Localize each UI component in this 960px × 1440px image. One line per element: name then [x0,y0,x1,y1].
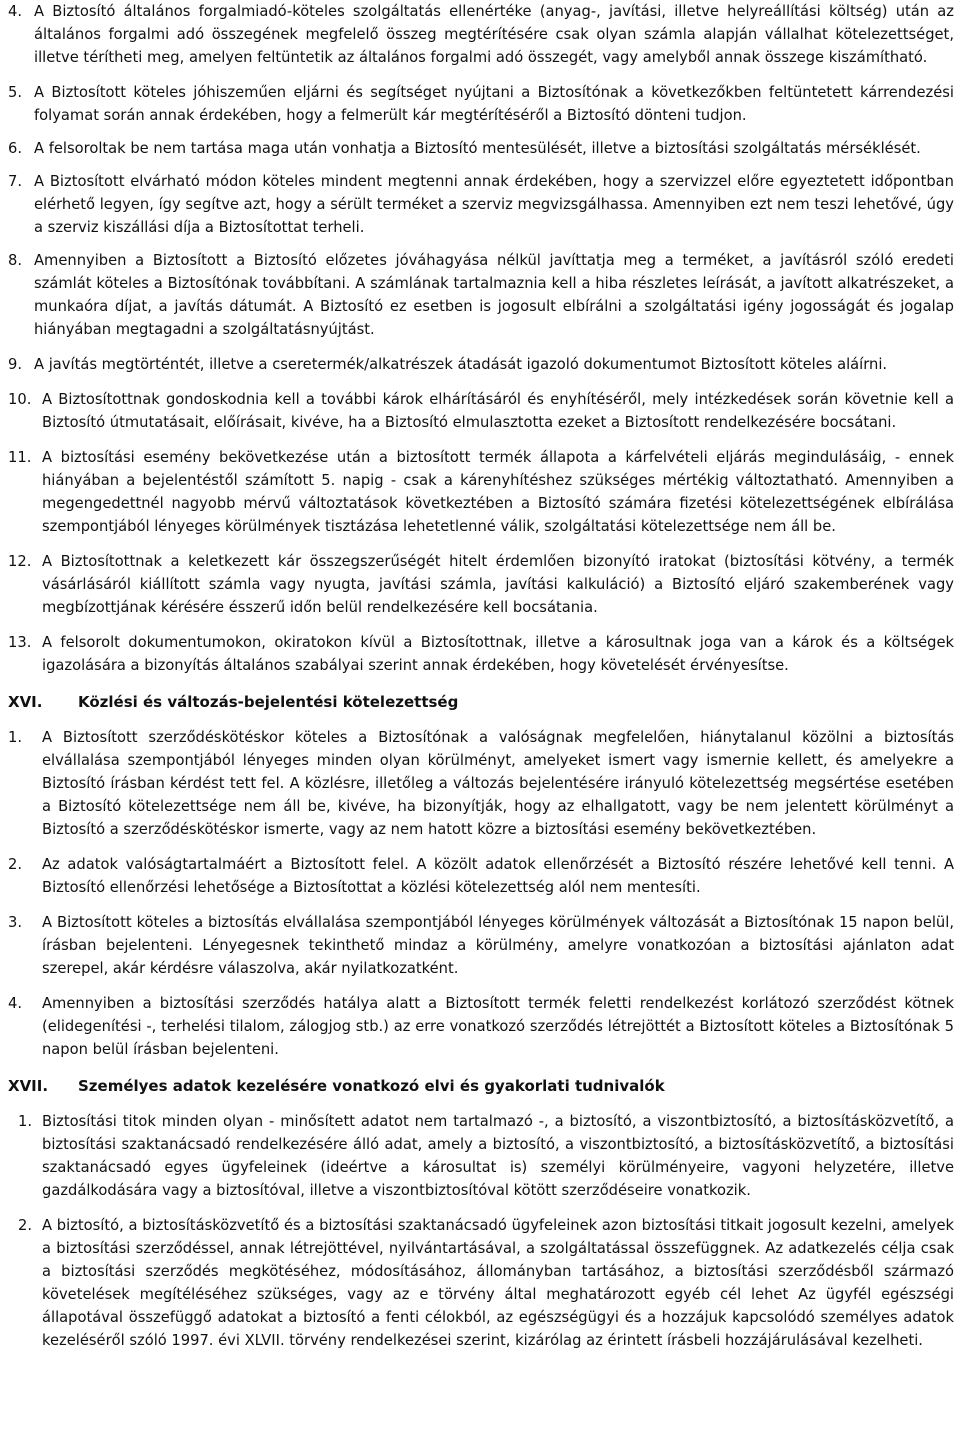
item-text: A Biztosított köteles a biztosítás elvállalása szempontjából lényeges körülmények változását a Biztosítónak 15 napon belül, írásban bejelenteni. Lényegesnek tekinthető mindaz a körülmény, amelyre vonatkozóan a biztosítási ajánlaton adat szerepel, akár kérdésre válaszolva, akár nyilatkozatként. [42,914,954,977]
item-text: A javítás megtörténtét, illetve a cseretermék/alkatrészek átadását igazoló dokumentumot Biztosított köteles aláírni. [34,356,888,373]
item-number: 1. [8,729,23,746]
list-item [8,388,954,434]
item-text: Biztosítási titok minden olyan - minősített adatot nem tartalmazó -, a biztosító, a viszontbiztosító, a biztosításközvetítő, a biztosítási szaktanácsadó rendelkezésére álló adat, amely a biztosító, a viszontbiztosító, a biztosításközvetítő, a biztosítási szaktanácsadó egyes ügyfeleinek (ideértve a károsultat is) személyi körülményeire, vagyoni helyzetére, illetve gazdálkodására vagy a biztosítóval, illetve a viszontbiztosítóval kötött szerződéseire vonatkozik. [42,1113,954,1199]
item-text: A felsoroltak be nem tartása maga után vonhatja a Biztosító mentesülését, illetve a biztosítási szolgáltatás mérséklését. [34,140,921,157]
section-heading [8,691,954,714]
list-item [8,81,954,127]
item-number: 10. [8,391,32,408]
item-text: A Biztosítottnak a keletkezett kár összegszerűségét hitelt érdemlően bizonyító iratokat (biztosítási kötvény, a termék vásárlásáról kiállított számla vagy nyugta, javítási számla, javítási kalkuláció) a Biztosító eljáró szakemberének vagy megbízottjának kérésére ésszerű időn belül rendelkezésére kell bocsátania. [42,553,954,616]
item-number: 12. [8,553,32,570]
section-number: XVII. [8,1077,49,1095]
section-heading [8,1075,954,1098]
item-number: 1. [18,1113,33,1130]
item-number: 8. [8,252,23,269]
item-text: A Biztosított szerződéskötéskor köteles a Biztosítónak a valóságnak megfelelően, hiánytalanul közölni a biztosítás elvállalása szempontjából lényeges minden olyan körülményt, amelyeket ismert vagy ismernie kellett, és amelyekre a Biztosító írásban kérdést tett fel. A közlésre, illetőleg a változás bejelentésére irányuló kötelezettség megsértése esetében a Biztosító kötelezettsége nem áll be, kivéve, ha bizonyítják, hogy az elhallgatott, vagy be nem jelentett körülményt a Biztosító a szerződéskötéskor ismerte, vagy az nem hatott közre a biztosítási esemény bekövetkeztében. [42,729,954,838]
item-text: A felsorolt dokumentumokon, okiratokon kívül a Biztosítottnak, illetve a károsultnak joga van a károk és a költségek igazolására a bizonyítás általános szabályai szerint annak érdekében, hogy követelését érvényesítse. [42,634,954,674]
list-item [8,137,954,160]
section-title: Közlési és változás-bejelentési kötelezettség [78,693,459,711]
list-item [8,992,954,1061]
item-number: 13. [8,634,32,651]
list-item [8,853,954,899]
item-number: 4. [8,3,23,20]
list-item [8,249,954,341]
item-text: Amennyiben a Biztosított a Biztosító előzetes jóváhagyása nélkül javíttatja meg a terméket, a javításról szóló eredeti számlát köteles a Biztosítónak továbbítani. A számlának tartalmaznia kell a hiba részletes leírását, a javított alkatrészeket, a munkaóra díjat, a javítás dátumát. A Biztosító ez esetben is jogosult elbírálni a szolgáltatási igény jogosságát és jogalap hiányában megtagadni a szolgáltatásnyújtást. [34,252,954,338]
item-number: 2. [18,1217,33,1234]
item-number: 3. [8,914,23,931]
item-text: A Biztosítottnak gondoskodnia kell a további károk elhárításáról és enyhítéséről, mely intézkedések során követnie kell a Biztosító útmutatásait, előírásait, kivéve, ha a Biztosító elmulasztotta ezeket a Biztosított rendelkezésére bocsátani. [42,391,954,431]
item-text: A Biztosított elvárható módon köteles mindent megtenni annak érdekében, hogy a szervizzel előre egyeztetett időpontban elérhető legyen, így segítve azt, hogy a sérült terméket a szerviz megvizsgálhassa. Amennyiben ezt nem teszi lehetővé, úgy a szerviz kiszállási díja a Biztosítottat terheli. [34,173,954,236]
item-text: A biztosító, a biztosításközvetítő és a biztosítási szaktanácsadó ügyfeleinek azon biztosítási titkait jogosult kezelni, amelyek a biztosítási szerződéssel, annak létrejöttével, nyilvántartásával, a szolgáltatással összefüggnek. Az adatkezelés célja csak a biztosítási szerződés megkötéséhez, módosításához, állományban tartásához, a biztosítási szerződésből származó követelések megítéléséhez szükséges, vagy az e törvény által meghatározott egyéb cél lehet Az ügyfél egészségi állapotával összefüggő adatokat a biztosító a fenti célokból, az egészségügyi és a hozzájuk kapcsolódó személyes adatok kezeléséről szóló 1997. évi XLVII. törvény rendelkezései szerint, kizárólag az érintett írásbeli hozzájárulásával kezelheti. [42,1217,954,1349]
list-item [8,550,954,619]
item-number: 4. [8,995,23,1012]
list-item [8,446,954,538]
item-number: 9. [8,356,23,373]
list-item [8,170,954,239]
item-number: 6. [8,140,23,157]
list-item [8,631,954,677]
list-item [8,726,954,841]
item-text: A Biztosított köteles jóhiszeműen eljárni és segítséget nyújtani a Biztosítónak a következőkben feltüntetett kárrendezési folyamat során annak érdekében, hogy a felmerült kár megtérítéséről a Biztosító dönteni tudjon. [34,84,954,124]
item-text: Az adatok valóságtartalmáért a Biztosított felel. A közölt adatok ellenőrzését a Biztosító részére lehetővé kell tenni. A Biztosító ellenőrzési lehetősége a Biztosítottat a közlési kötelezettség alól nem mentesíti. [42,856,954,896]
item-number: 5. [8,84,23,101]
item-number: 2. [8,856,23,873]
list-item [8,911,954,980]
list-item [8,1110,954,1202]
section-number: XVI. [8,693,43,711]
list-item [8,1214,954,1352]
list-item [8,353,954,376]
item-text: Amennyiben a biztosítási szerződés hatálya alatt a Biztosított termék feletti rendelkezést korlátozó szerződést kötnek (elidegenítési -, terhelési tilalom, zálogjog stb.) az erre vonatkozó szerződés létrejöttét a Biztosított köteles a Biztosítónak 5 napon belül írásban bejelenteni. [42,995,954,1058]
item-number: 11. [8,449,32,466]
section-title: Személyes adatok kezelésére vonatkozó elvi és gyakorlati tudnivalók [78,1077,665,1095]
item-text: A Biztosító általános forgalmiadó-köteles szolgáltatás ellenértéke (anyag-, javítási, illetve helyreállítási költség) után az általános forgalmi adó összegének megfelelő összeg megtérítésére csak olyan számla alapján vállalhat kötelezettséget, illetve térítheti meg, amelyen feltüntetik az általános forgalmi adó összegét, vagy amelyből annak összege kiszámítható. [34,3,954,66]
list-item [8,0,954,69]
item-text: A biztosítási esemény bekövetkezése után a biztosított termék állapota a kárfelvételi eljárás megindulásáig, - ennek hiányában a bejelentéstől számított 5. napig - csak a kárenyhítéshez szükséges mértékig változtatható. Amennyiben a megengedettnél nagyobb mérvű változtatások következtében a Biztosító számára fizetési kötelezettségének elbírálása szempontjából lényeges körülmények tisztázása lehetetlenné válik, szolgáltatási kötelezettsége nem áll be. [42,449,954,535]
item-number: 7. [8,173,23,190]
